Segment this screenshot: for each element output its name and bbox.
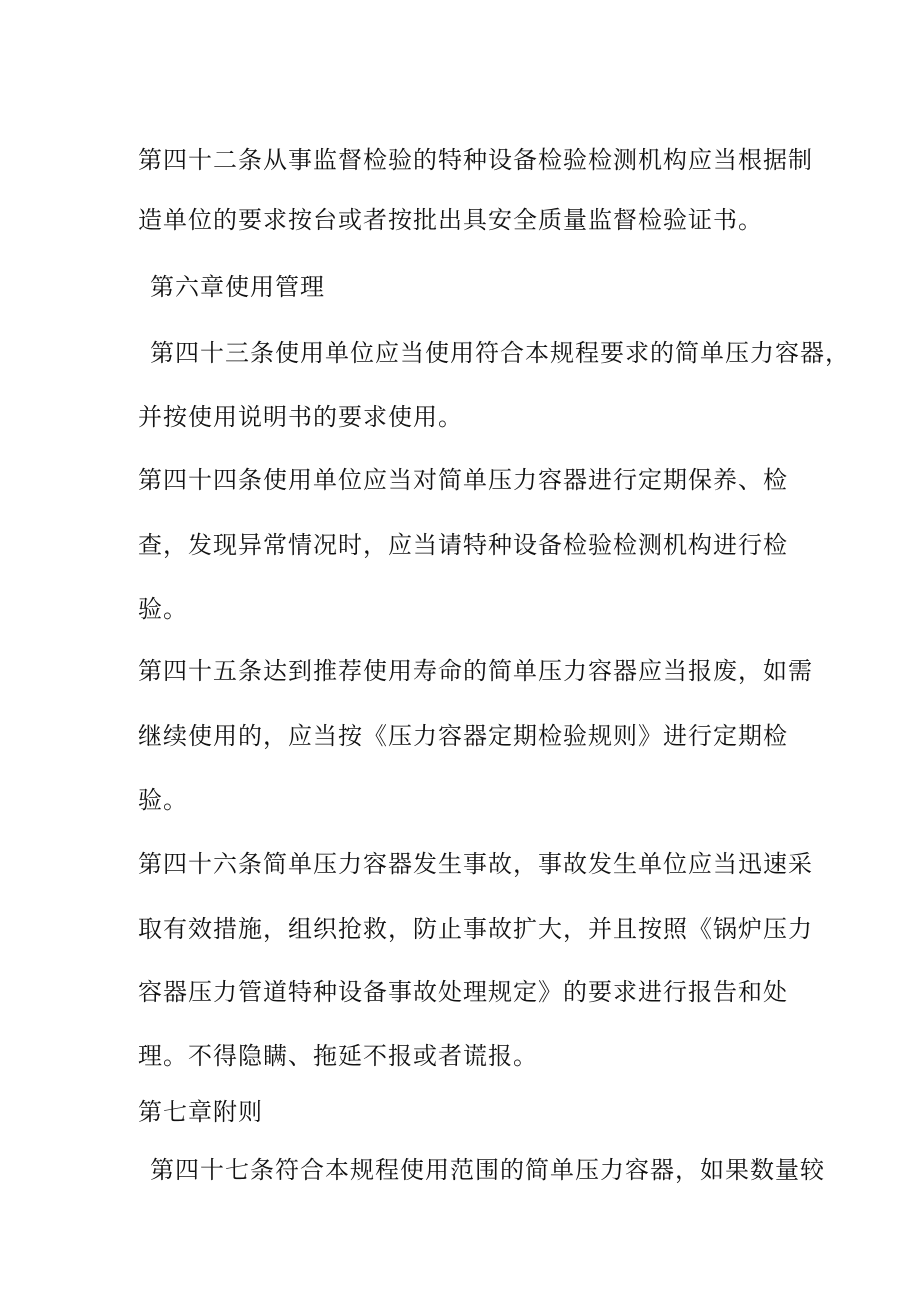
text-line: 容器压力管道特种设备事故处理规定》的要求进行报告和处 [138,978,788,1006]
text-line: 验。 [138,786,188,814]
text-line: 造单位的要求按台或者按批出具安全质量监督检验证书。 [138,206,763,234]
text-line: 第四十二条从事监督检验的特种设备检验检测机构应当根据制 [138,146,813,174]
text-line: 理。不得隐瞒、拖延不报或者谎报。 [138,1042,538,1070]
text-line: 并按使用说明书的要求使用。 [138,403,463,431]
text-line: 第四十六条简单压力容器发生事故，事故发生单位应当迅速采 [138,850,813,878]
text-line: 继续使用的，应当按《压力容器定期检验规则》进行定期检 [138,722,788,750]
text-line: 第四十七条符合本规程使用范围的简单压力容器，如果数量较 [150,1156,825,1184]
text-line: 验。 [138,595,188,623]
text-line: 取有效措施，组织抢救，防止事故扩大，并且按照《锅炉压力 [138,915,813,943]
text-line: 第四十三条使用单位应当使用符合本规程要求的简单压力容器， [150,339,850,367]
chapter-heading: 第六章使用管理 [150,273,325,301]
text-line: 第四十四条使用单位应当对简单压力容器进行定期保养、检 [138,466,788,494]
chapter-heading: 第七章附则 [138,1098,263,1126]
text-line: 查，发现异常情况时，应当请特种设备检验检测机构进行检 [138,531,788,559]
text-line: 第四十五条达到推荐使用寿命的简单压力容器应当报废，如需 [138,657,813,685]
